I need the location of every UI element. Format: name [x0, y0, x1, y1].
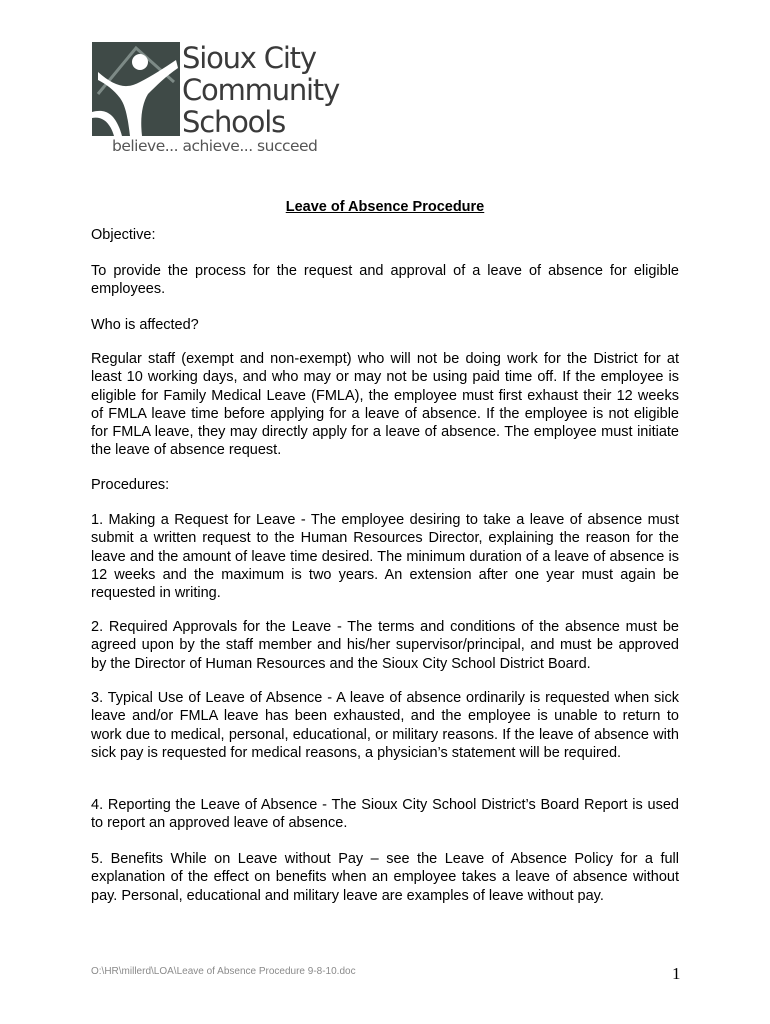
procedure-item-3: 3. Typical Use of Leave of Absence - A leave of absence ordinarily is requested when sick leave and/or FMLA leave has been exhausted, and the employee is unable to return to work due to medical, personal, educational, or military reasons. If the leave of absence with sick pay is requested for medical reasons, a physician’s statement will be required.	[91, 690, 679, 761]
procedure-item-2: 2. Required Approvals for the Leave - The terms and conditions of the absence must be agreed upon by the staff member and his/her supervisor/principal, and must be approved by the Director of Human Resources and the Sioux City School District Board.	[91, 619, 679, 672]
document-title: Leave of Absence Procedure	[285, 199, 485, 215]
footer-file-path: O:\HR\millerd\LOA\Leave of Absence Procedure 9-8-10.doc	[91, 966, 356, 977]
logo-tagline: believe... achieve... succeed	[112, 137, 318, 155]
page-number: 1	[672, 964, 681, 983]
logo-line-2: Community	[182, 73, 340, 107]
procedures-heading: Procedures:	[91, 477, 170, 493]
procedure-item-5: 5. Benefits While on Leave without Pay – see the Leave of Absence Policy for a full explanation of the effect on benefits when an employee takes a leave of absence without pay. Personal, educational and military leave are examples of leave without pay.	[91, 851, 679, 904]
logo-wordmark	[182, 42, 362, 138]
logo-line-1: Sioux City	[182, 41, 316, 75]
objective-text: To provide the process for the request and approval of a leave of absence for eligible employees.	[91, 263, 679, 298]
affected-text: Regular staff (exempt and non-exempt) who will not be doing work for the District for at least 10 working days, and who may or may not be using paid time off. If the employee is eligible for Family Medical Leave (FMLA), the employee must first exhaust their 12 weeks of FMLA leave time before applying for a leave of absence. If the employee is not eligible for FMLA leave, they may directly apply for a leave of absence. The employee must initiate the leave of absence request.	[91, 351, 679, 459]
logo-emblem-icon	[92, 42, 180, 136]
procedure-item-1: 1. Making a Request for Leave - The employee desiring to take a leave of absence must submit a written request to the Human Resources Director, explaining the reason for the leave and the amount of leave time desired. The minimum duration of a leave of absence is 12 weeks and the maximum is two years. An extension after one year must again be requested in writing.	[91, 512, 679, 602]
procedure-item-4: 4. Reporting the Leave of Absence - The Sioux City School District’s Board Report is used to report an approved leave of absence.	[91, 797, 679, 832]
objective-heading: Objective:	[91, 227, 156, 243]
school-district-logo	[92, 42, 352, 162]
affected-heading: Who is affected?	[91, 317, 199, 333]
logo-line-3: Schools	[182, 105, 285, 139]
